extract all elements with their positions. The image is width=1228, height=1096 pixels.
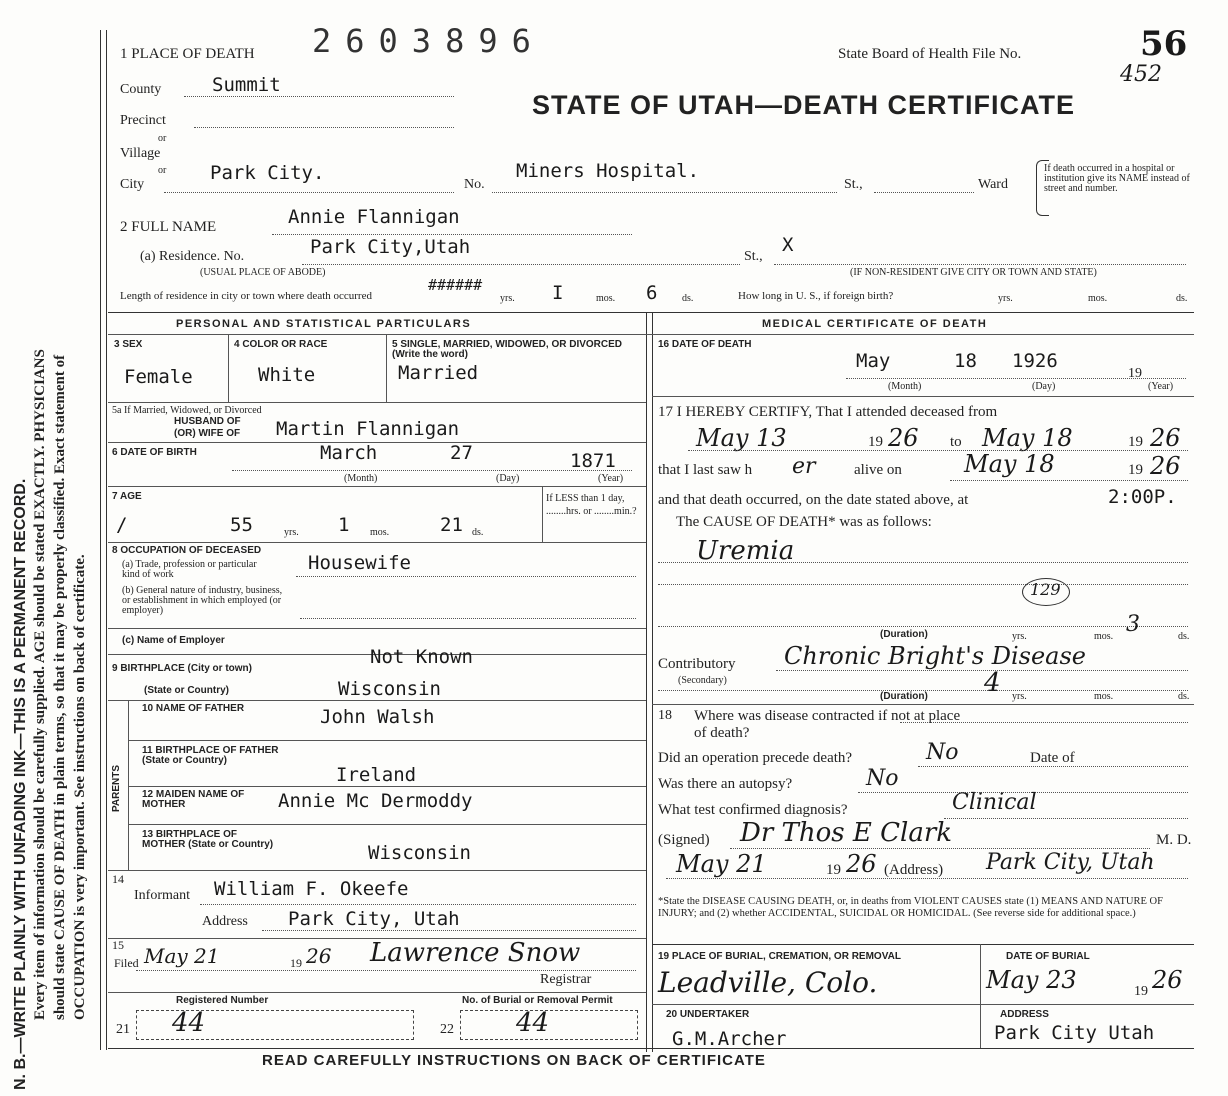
marital-label: 5 SINGLE, MARRIED, WIDOWED, OR DIVORCED (Write the word) — [392, 339, 623, 360]
length-ds-label: ds. — [682, 293, 694, 304]
contrib-ds-label: ds. — [1178, 691, 1190, 702]
row-rule-5 — [108, 628, 646, 629]
death-year-label: (Year) — [1148, 381, 1174, 392]
middle-divider — [646, 312, 647, 1052]
sex-label: 3 SEX — [114, 339, 143, 350]
mother-birthplace: Wisconsin — [368, 842, 471, 864]
row-rule-8 — [128, 740, 646, 741]
street-line — [874, 192, 974, 193]
village-label: Village — [120, 146, 161, 161]
color-label: 4 COLOR OR RACE — [234, 339, 328, 350]
last-saw-line — [950, 480, 1188, 481]
street-label: St., — [844, 177, 863, 192]
certificate-title: STATE OF UTAH—DEATH CERTIFICATE — [532, 90, 1075, 120]
occupation-label: 8 OCCUPATION OF DECEASED — [112, 545, 262, 556]
full-name-line — [272, 234, 632, 235]
undertaker-label: 20 UNDERTAKER — [666, 1009, 750, 1020]
mother-name: Annie Mc Dermoddy — [278, 790, 473, 812]
age-check: / — [116, 514, 128, 536]
place-of-burial: Leadville, Colo. — [658, 966, 878, 999]
file-no-extra: 452 — [1120, 62, 1162, 87]
informant-address: Park City, Utah — [288, 908, 460, 930]
right-rule-1 — [652, 396, 1194, 397]
row-rule-3 — [108, 486, 646, 487]
operation-date-label: Date of — [1030, 750, 1075, 766]
contrib-duration-years: 4 — [984, 668, 1001, 698]
item-21: 21 — [116, 1022, 130, 1037]
age-yrs-label: yrs. — [284, 527, 299, 538]
diagnosis-test-label: What test confirmed diagnosis? — [658, 802, 848, 818]
sex-divider — [228, 334, 229, 402]
occupation-b-line — [300, 618, 636, 619]
dob-label: 6 DATE OF BIRTH — [112, 447, 197, 458]
contrib-mos-label: mos. — [1094, 691, 1114, 702]
cause-label: The CAUSE OF DEATH* was as follows: — [676, 514, 932, 530]
middle-divider-inner — [652, 312, 653, 1052]
precinct-label: Precinct — [120, 113, 166, 128]
where-contracted-line — [900, 722, 1188, 723]
dob-month: March — [320, 442, 378, 464]
age-mos-label: mos. — [370, 527, 390, 538]
age-less-label: If LESS than 1 day, ........hrs. or ........min.? — [546, 493, 637, 517]
birthplace-state: Wisconsin — [338, 678, 441, 700]
age-label: 7 AGE — [112, 491, 142, 502]
father-name: John Walsh — [320, 706, 435, 728]
attended-from-date: May 13 — [696, 424, 787, 452]
non-resident-label: (IF NON-RESIDENT GIVE CITY OR TOWN AND STATE) — [850, 267, 1097, 278]
or-label-2: or — [158, 165, 167, 176]
duration-ds-label: ds. — [1178, 631, 1190, 642]
death-occurred-label: and that death occurred, on the date stated above, at — [658, 492, 969, 508]
informant-address-label: Address — [202, 914, 248, 929]
row-rule-7 — [108, 700, 646, 701]
hospital-note: If death occurred in a hospital or institution give its NAME instead of street and number. — [1044, 163, 1190, 194]
death-year-prefix: 19 — [1128, 366, 1142, 381]
burial-divider — [980, 944, 981, 1048]
death-day-label: (Day) — [1032, 381, 1056, 392]
occupation-line — [296, 576, 636, 577]
last-saw-label: that I last saw h — [658, 462, 753, 478]
row-rule-13 — [108, 992, 646, 993]
contrib-duration-label: (Duration) — [880, 691, 928, 702]
spouse-value: Martin Flannigan — [276, 418, 460, 440]
us-ds-label: ds. — [1176, 293, 1188, 304]
md-label: M. D. — [1156, 832, 1192, 848]
parents-divider — [128, 700, 129, 870]
attended-from-year: 26 — [888, 424, 919, 452]
dob-day: 27 — [450, 442, 473, 464]
dob-line — [232, 470, 632, 471]
burial-permit-label: No. of Burial or Removal Permit — [462, 995, 613, 1006]
length-residence-label: Length of residence in city or town where death occurred — [120, 290, 372, 302]
cause-line-1 — [658, 562, 1188, 563]
length-residence-ds: 6 — [646, 282, 658, 304]
dob-month-label: (Month) — [344, 473, 378, 484]
birthplace-label: 9 BIRTHPLACE (City or town) — [112, 663, 252, 674]
contrib-yrs-label: yrs. — [1012, 691, 1027, 702]
section-subrule — [108, 334, 1194, 335]
where-contracted-label: Where was disease contracted if not at place of death? — [694, 708, 961, 741]
undertaker-value: G.M.Archer — [672, 1028, 787, 1050]
us-yrs-label: yrs. — [998, 293, 1013, 304]
cause-footnote: *State the DISEASE CAUSING DEATH, or, in deaths from VIOLENT CAUSES state (1) MEANS AND NATURE OF INJURY; and (2) whether ACCIDENTAL, SUICIDAL OR HOMICIDAL. (See reverse side for additional space.) — [658, 896, 1163, 919]
ward-label: Ward — [978, 177, 1008, 192]
registered-number: 44 — [172, 1008, 206, 1038]
informant-line — [200, 904, 636, 905]
autopsy-label: Was there an autopsy? — [658, 776, 793, 792]
last-saw-prefix: 19 — [1128, 462, 1143, 478]
death-time: 2:00P. — [1108, 486, 1177, 508]
cause-of-death: Uremia — [696, 536, 795, 566]
color-value: White — [258, 364, 316, 386]
cause-line-3 — [658, 626, 1188, 627]
city-value: Park City. — [210, 162, 325, 184]
undertaker-address: Park City Utah — [994, 1022, 1155, 1044]
cause-code: 129 — [1030, 580, 1061, 599]
length-yrs-label: yrs. — [500, 293, 515, 304]
autopsy-value: No — [866, 766, 899, 791]
street-no-label: No. — [464, 177, 485, 192]
certificate-number: 2603896 — [312, 22, 545, 60]
burial-permit-number: 44 — [516, 1008, 550, 1038]
item-14: 14 — [112, 872, 124, 886]
filed-label: Filed — [114, 956, 139, 970]
attended-to-label: to — [950, 434, 962, 450]
father-birthplace: Ireland — [336, 764, 417, 786]
registrar-signature: Lawrence Snow — [370, 938, 581, 968]
personal-section-title: PERSONAL AND STATISTICAL PARTICULARS — [176, 318, 472, 330]
county-value: Summit — [212, 74, 281, 96]
marital-value: Married — [398, 362, 479, 384]
duration-months: 3 — [1126, 612, 1140, 637]
last-saw-year: 26 — [1150, 452, 1181, 480]
attended-to-year: 26 — [1150, 424, 1181, 452]
side-instruction-line2: Every item of information should be carefully supplied. AGE should be stated EXACTLY. PHYSICIANS — [32, 349, 48, 1020]
birthplace-state-label: (State or Country) — [144, 685, 229, 696]
signed-year-prefix: 19 — [826, 862, 841, 878]
filed-line — [136, 970, 636, 971]
registered-number-label: Registered Number — [176, 995, 269, 1006]
contributory-line — [776, 670, 1188, 671]
residence-street-line — [774, 264, 1186, 265]
length-mos-label: mos. — [596, 293, 616, 304]
death-date-line — [846, 378, 1186, 379]
mother-birthplace-label: 13 BIRTHPLACE OF MOTHER (State or Country) — [142, 829, 274, 850]
county-label: County — [120, 82, 162, 97]
residence-street-value: X — [782, 234, 794, 256]
informant-label: Informant — [134, 888, 190, 903]
or-label-1: or — [158, 133, 167, 144]
physician-address-line — [666, 878, 1188, 879]
age-divider — [542, 486, 543, 542]
signed-label: (Signed) — [658, 832, 710, 848]
us-residence-label: How long in U. S., if foreign birth? — [738, 290, 894, 302]
diagnosis-line — [944, 818, 1188, 819]
last-saw-date: May 18 — [964, 450, 1055, 478]
sex-value: Female — [124, 366, 193, 388]
burial-year: 26 — [1152, 966, 1183, 994]
registrar-label: Registrar — [540, 972, 592, 987]
full-name-value: Annie Flannigan — [288, 206, 460, 228]
residence-value: Park City,Utah — [310, 236, 471, 258]
attended-to-date: May 18 — [982, 424, 1073, 452]
parents-label: PARENTS — [111, 764, 122, 812]
date-of-death-label: 16 DATE OF DEATH — [658, 339, 752, 350]
employer-label: (c) Name of Employer — [122, 635, 225, 646]
file-no-value: 56 — [1140, 24, 1188, 64]
date-of-burial: May 23 — [986, 966, 1077, 994]
date-of-burial-label: DATE OF BURIAL — [1006, 951, 1090, 962]
occupation-b-label: (b) General nature of industry, business, or establishment in which employed (or employer) — [122, 585, 283, 616]
undertaker-address-label: ADDRESS — [1000, 1009, 1049, 1020]
item-22: 22 — [440, 1022, 454, 1037]
duration-label: (Duration) — [880, 629, 928, 640]
color-divider — [386, 334, 387, 402]
filed-date: May 21 — [144, 944, 220, 968]
attended-to-prefix: 19 — [1128, 434, 1143, 450]
footer-rule — [108, 1048, 1194, 1049]
death-day: 18 — [954, 350, 977, 372]
row-rule-9 — [128, 786, 646, 787]
father-name-label: 10 NAME OF FATHER — [142, 703, 245, 714]
row-rule-10 — [128, 824, 646, 825]
death-month: May — [856, 350, 891, 372]
full-name-label: 2 FULL NAME — [120, 219, 217, 235]
duration-mos-label: mos. — [1094, 631, 1114, 642]
signed-line — [730, 848, 1150, 849]
right-rule-2 — [652, 704, 1194, 705]
residence-line — [302, 264, 740, 265]
dob-day-label: (Day) — [496, 473, 520, 484]
filed-year: 26 — [306, 944, 332, 968]
last-saw-her: er — [792, 454, 816, 479]
residence-label: (a) Residence. No. — [140, 249, 245, 264]
diagnosis-test-value: Clinical — [952, 790, 1037, 815]
county-line — [184, 96, 454, 97]
right-rule-3 — [652, 944, 1194, 945]
operation-line — [918, 766, 1188, 767]
contributory-label: Contributory — [658, 656, 736, 672]
occupation-a-label: (a) Trade, profession or particular kind of work — [122, 559, 257, 580]
footer-instructions: READ CAREFULLY INSTRUCTIONS ON BACK OF CERTIFICATE — [262, 1052, 766, 1069]
length-residence-yrs-value: ###### — [428, 276, 483, 294]
dob-year-label: (Year) — [598, 473, 624, 484]
side-instruction-line3: should state CAUSE OF DEATH in plain terms, so that it may be properly classified. Exact statement of — [52, 354, 68, 1020]
place-of-death-label: 1 PLACE OF DEATH — [120, 46, 255, 62]
street-no-value: Miners Hospital. — [516, 160, 700, 182]
occupation-value: Housewife — [308, 552, 411, 574]
residence-street-label: St., — [744, 249, 763, 264]
certify-label: 17 I HEREBY CERTIFY, That I attended deceased from — [658, 404, 998, 420]
section-top-rule — [108, 312, 1194, 313]
right-rule-4 — [652, 1004, 1194, 1005]
age-ds-label: ds. — [472, 527, 484, 538]
city-line — [164, 192, 454, 193]
attended-line — [688, 450, 1188, 451]
length-residence-mos: I — [552, 282, 564, 304]
physician-signature: Dr Thos E Clark — [740, 818, 953, 848]
death-month-label: (Month) — [888, 381, 922, 392]
row-rule-1 — [108, 402, 646, 403]
item-15: 15 — [112, 938, 124, 952]
age-days: 21 — [440, 514, 463, 536]
us-mos-label: mos. — [1088, 293, 1108, 304]
spouse-label-1: 5a If Married, Widowed, or Divorced — [112, 405, 262, 416]
file-no-label: State Board of Health File No. — [838, 46, 1022, 62]
signed-year: 26 — [846, 850, 877, 878]
precinct-line — [194, 127, 454, 128]
dob-year: 1871 — [570, 450, 616, 472]
attended-from-prefix: 19 — [868, 434, 883, 450]
physician-address: Park City, Utah — [986, 850, 1155, 875]
city-label: City — [120, 177, 145, 192]
operation-value: No — [926, 740, 959, 765]
informant-address-line — [262, 930, 636, 931]
age-months: 1 — [338, 514, 350, 536]
spouse-label-2: HUSBAND OF — [174, 416, 241, 427]
medical-section-title: MEDICAL CERTIFICATE OF DEATH — [762, 318, 988, 330]
birthplace-city: Not Known — [370, 646, 473, 668]
filed-year-prefix: 19 — [290, 956, 302, 970]
left-border-inner — [106, 30, 107, 1050]
duration-yrs-label: yrs. — [1012, 631, 1027, 642]
age-years: 55 — [230, 514, 253, 536]
signed-date: May 21 — [676, 850, 767, 878]
physician-address-label: (Address) — [884, 862, 944, 878]
left-border — [100, 30, 101, 1050]
secondary-label: (Secondary) — [678, 675, 727, 686]
alive-on-label: alive on — [854, 462, 902, 478]
item-18: 18 — [658, 708, 672, 723]
street-no-line — [492, 192, 837, 193]
row-rule-4 — [108, 542, 646, 543]
side-instruction-line4: OCCUPATION is very important. See instructions on back of certificate. — [72, 554, 88, 1020]
cause-line-2 — [658, 584, 1188, 585]
side-instruction-line1: N. B.—WRITE PLAINLY WITH UNFADING INK—THIS IS A PERMANENT RECORD. — [12, 478, 29, 1090]
death-year: 1926 — [1012, 350, 1058, 372]
informant-value: William F. Okeefe — [214, 878, 409, 900]
operation-label: Did an operation precede death? — [658, 750, 853, 766]
mother-name-label: 12 MAIDEN NAME OF MOTHER — [142, 789, 245, 810]
father-birthplace-label: 11 BIRTHPLACE OF FATHER (State or Country) — [142, 745, 279, 766]
place-of-burial-label: 19 PLACE OF BURIAL, CREMATION, OR REMOVAL — [658, 951, 901, 962]
row-rule-11 — [108, 870, 646, 871]
burial-year-prefix: 19 — [1134, 984, 1148, 999]
contributory-cause: Chronic Bright's Disease — [784, 642, 1087, 670]
spouse-label-3: (OR) WIFE OF — [174, 428, 241, 439]
usual-abode-label: (USUAL PLACE OF ABODE) — [200, 267, 326, 278]
